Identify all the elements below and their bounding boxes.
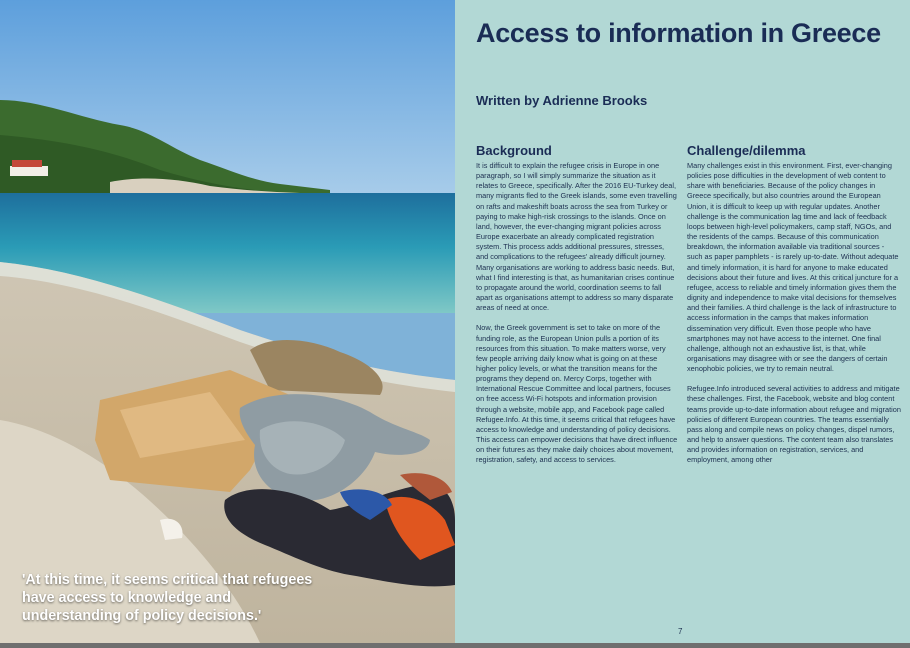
paragraph: Many challenges exist in this environment. First, ever-changing policies pose difficulties in the development of web content to share with beneficiaries. Because of the policy changes in Greece specifically, but also countries around the European Union, it is difficult to keep up with regular updates. Another challenge is the communication lag time and lack of feedback loops between high-level policymakers, camp staff, NGOs, and the residents of the camps. Because of this communication breakdown, the information available via traditional sources - such as paper pamphlets - is rarely up-to-date. Without adequate and timely information, it is hard for anyone to make educated decisions about their future and lives. At this critical juncture for a refugee, access to reliable and timely information gives them the dignity and independence to make vital decisions for themselves and their families. A third challenge is the lack of infrastructure to access information in the camps that makes information dissemination very difficult. Even those people who have smartphones may not have access to the internet. One final challenge, although not an exhaustive list, is that, while organisations may disagree with or see the dangers of certain xenophobic policies, we try to remain neutral.	[687, 161, 899, 374]
bottom-divider	[0, 643, 910, 648]
article-panel	[455, 0, 910, 643]
article-title: Access to information in Greece	[476, 18, 881, 48]
article-byline: Written by Adrienne Brooks	[476, 93, 648, 108]
section-heading-challenge: Challenge/dilemma	[687, 143, 806, 158]
column-background	[476, 143, 678, 476]
column-challenge	[687, 143, 901, 476]
section-heading-background: Background	[476, 143, 552, 158]
page-number: 7	[678, 627, 683, 636]
paragraph: It is difficult to explain the refugee crisis in Europe in one paragraph, so I will simply summarize the situation as it relates to Greece, specifically. After the 2016 EU-Turkey deal, many migrants fled to the Greek islands, some even travelling on rafts and makeshift boats across the sea from Turkey or paying to make high-risk crossings to the islands. Once on land, however, the ever-changing migrant policies across Europe exacerbate an already complicated registration system. This process adds additional pressures, stresses, and complications to the refugees' already difficult journey. Many organisations are working to address basic needs. But, what I find interesting is that, as humanitarian crises continue to propagate around the world, coordination seems to fall apart as organisations attempt to address so many disparate areas of need at once.	[476, 161, 677, 313]
beach-photo-illustration	[0, 0, 455, 643]
beach-photo	[0, 0, 455, 643]
paragraph: Now, the Greek government is set to take on more of the funding role, as the European Union pulls a portion of its resources from this situation. To make matters worse, very few people arriving daily know what is going on at these higher policy levels, or what the transition means for the programs they depend on. Mercy Corps, together with International Rescue Committee and local partners, focuses on free access Wi-Fi hotspots and information provision through a website, mobile app, and Facebook page called Refugee.Info. At this time, it seems critical that refugees have access to knowledge and understanding of policy decisions. This access can empower decisions that have direct influence on their futures as they make daily choices about movement, registration, safety, and access to services.	[476, 323, 678, 465]
pull-quote: 'At this time, it seems critical that refugees have access to knowledge and understanding of policy decisions.'	[22, 572, 313, 624]
paragraph: Refugee.Info introduced several activities to address and mitigate these challenges. First, the Facebook, website and blog content teams provide up-to-date information about refugee and migration policies of different European countries. The teams essentially pass along and compile news on policy changes, dispel rumors, and help to answer questions. The content team also translates and provides information on registration, services, and employment, among other	[687, 384, 901, 465]
